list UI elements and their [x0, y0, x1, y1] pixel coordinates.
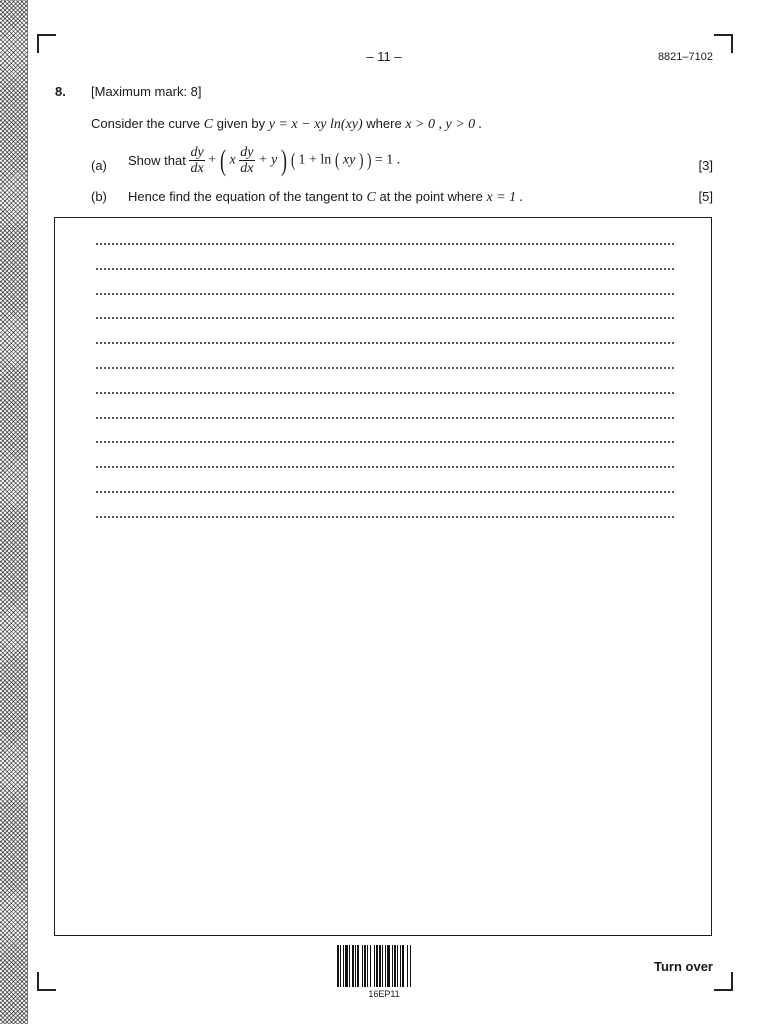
- barcode: [337, 945, 431, 987]
- equals-one: = 1 .: [374, 152, 401, 168]
- plus-y: + y: [258, 152, 278, 168]
- fraction-denominator: dx: [240, 161, 254, 176]
- math-xy: xy: [342, 152, 356, 168]
- fraction-numerator: dy: [190, 145, 204, 160]
- answer-line[interactable]: [96, 268, 674, 270]
- derivative-fraction-inner: [239, 145, 254, 176]
- math-x: x: [229, 152, 236, 168]
- answer-line[interactable]: [96, 342, 674, 344]
- part-a-marks: [3]: [698, 158, 713, 173]
- answer-line[interactable]: [96, 243, 674, 245]
- turn-over-label: Turn over: [654, 959, 713, 974]
- answer-line[interactable]: [96, 516, 674, 518]
- crop-mark-bottom-right: [714, 972, 733, 991]
- curve-name: C: [203, 117, 214, 132]
- crop-mark-top-right: [714, 34, 733, 53]
- fraction-numerator: dy: [240, 145, 254, 160]
- paper-code: 8821–7102: [657, 51, 713, 63]
- answer-box[interactable]: [54, 217, 712, 936]
- big-paren-close: ): [280, 143, 287, 177]
- answer-line[interactable]: [96, 417, 674, 419]
- crop-mark-top-left: [37, 34, 56, 53]
- stem-conditions: x > 0 , y > 0 .: [405, 117, 483, 132]
- paren-open-inner: (: [334, 149, 340, 171]
- curve-name: C: [366, 190, 376, 205]
- stem-given: given by: [216, 116, 266, 131]
- page-number: – 11 –: [366, 49, 402, 64]
- part-b-label: (b): [91, 189, 107, 204]
- maximum-mark: [Maximum mark: 8]: [91, 84, 202, 99]
- part-b-text-after: at the point where: [379, 189, 483, 204]
- answer-line[interactable]: [96, 293, 674, 295]
- stem-prefix: Consider the curve: [91, 116, 201, 131]
- part-b-text-before: Hence find the equation of the tangent to: [128, 189, 363, 204]
- binding-edge: [0, 0, 28, 1024]
- paren-close-inner: ): [358, 149, 364, 171]
- curve-equation: y = x − xy ln(xy): [268, 117, 363, 132]
- plus-sign: +: [208, 152, 217, 168]
- answer-line[interactable]: [96, 466, 674, 468]
- part-b-text: [128, 189, 523, 206]
- fraction-denominator: dx: [190, 161, 204, 176]
- answer-line[interactable]: [96, 392, 674, 394]
- barcode-text: 16EP11: [368, 989, 400, 999]
- paren-open: (: [290, 149, 295, 171]
- crop-mark-bottom-left: [37, 972, 56, 991]
- big-paren-open: (: [219, 143, 226, 177]
- answer-line[interactable]: [96, 441, 674, 443]
- part-a-show-that: Show that: [128, 153, 186, 168]
- derivative-fraction: [189, 145, 204, 176]
- answer-line[interactable]: [96, 491, 674, 493]
- question-number: 8.: [55, 84, 66, 99]
- stem-where: where: [366, 116, 402, 131]
- answer-line[interactable]: [96, 317, 674, 319]
- part-b-condition: x = 1 .: [486, 190, 524, 205]
- question-stem: [91, 116, 482, 133]
- part-a-label: (a): [91, 158, 107, 173]
- one-plus-ln: 1 + ln: [298, 152, 332, 168]
- answer-line[interactable]: [96, 367, 674, 369]
- part-b-marks: [5]: [698, 189, 713, 204]
- part-a-text: [128, 145, 400, 176]
- paren-close: ): [366, 149, 372, 171]
